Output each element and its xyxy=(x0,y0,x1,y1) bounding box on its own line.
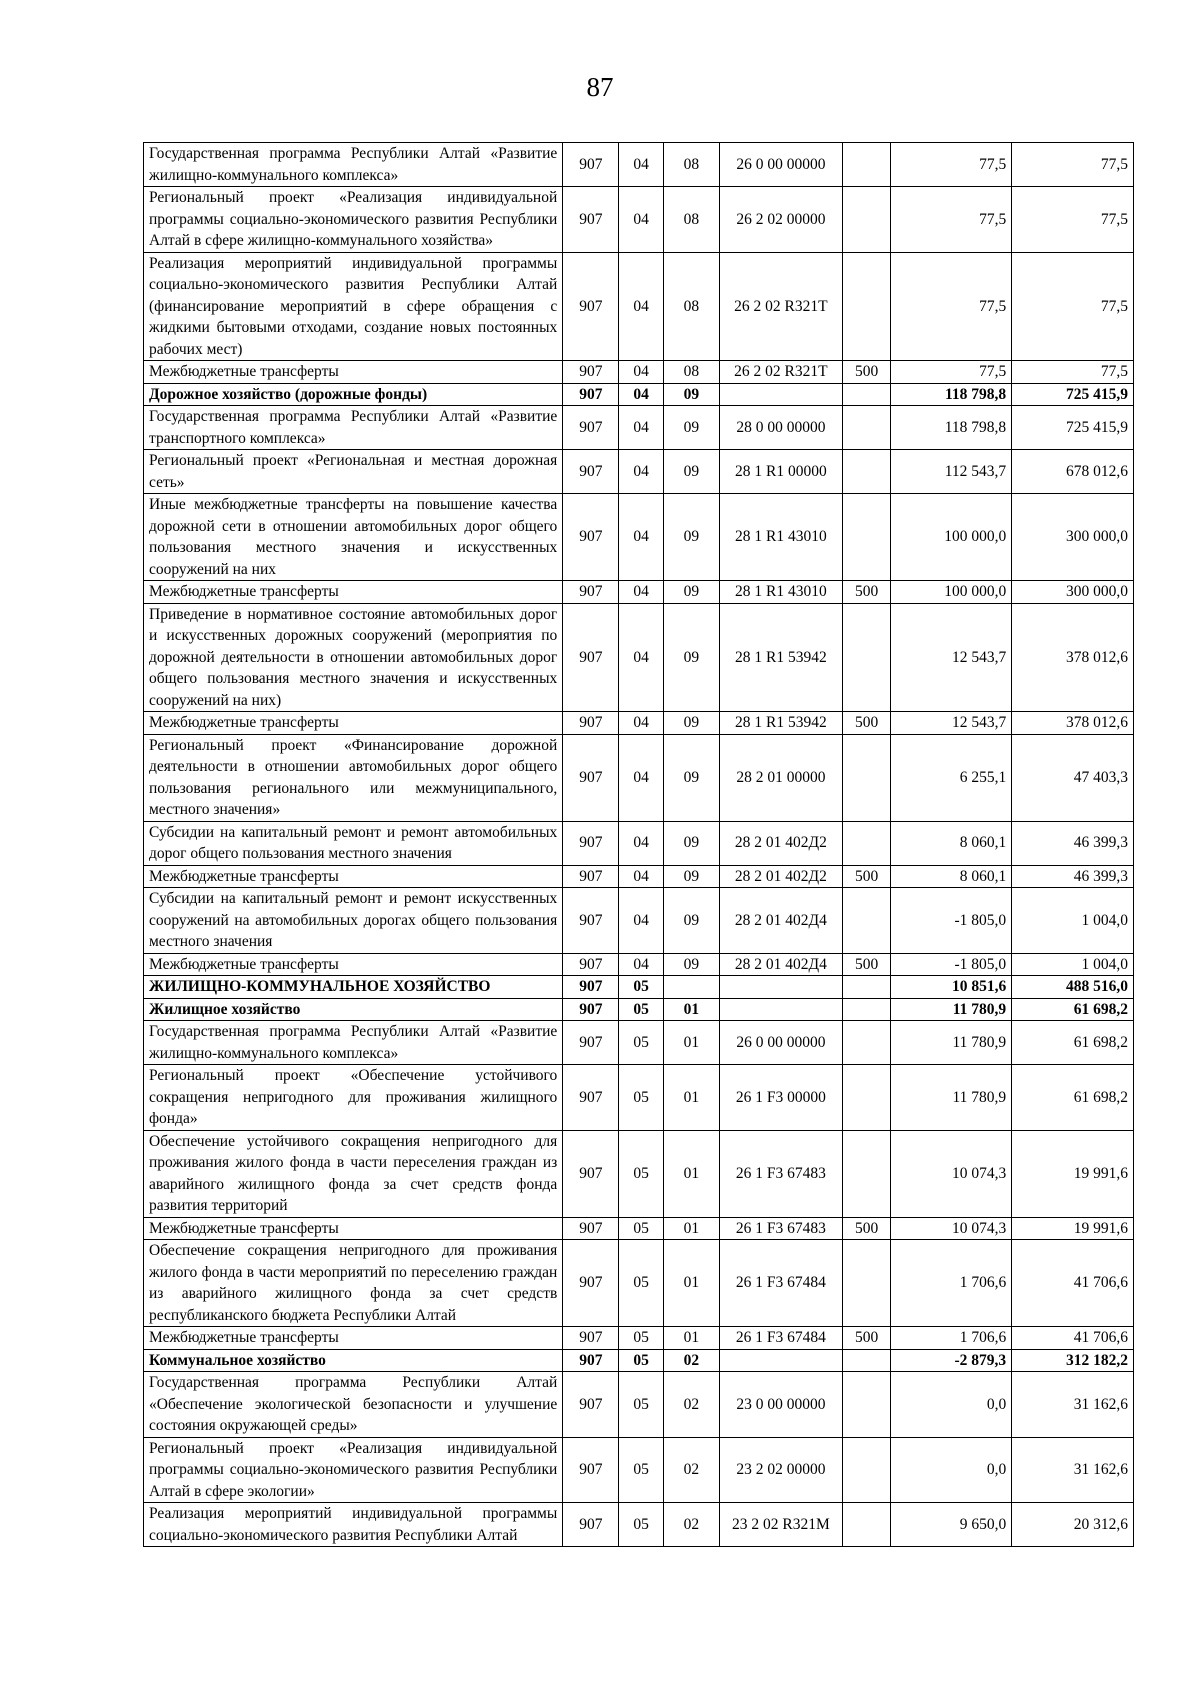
subsection-code: 09 xyxy=(663,494,719,581)
amount-2: 31 162,6 xyxy=(1012,1437,1134,1503)
target-article-code xyxy=(719,998,842,1021)
subsection-code: 02 xyxy=(663,1503,719,1547)
amount-1: 6 255,1 xyxy=(891,734,1012,821)
amount-2: 61 698,2 xyxy=(1012,998,1134,1021)
row-name: Межбюджетные трансферты xyxy=(144,712,563,735)
amount-1: 77,5 xyxy=(891,361,1012,384)
section-code: 05 xyxy=(619,1503,663,1547)
ministry-code: 907 xyxy=(563,1217,619,1240)
amount-1: 77,5 xyxy=(891,143,1012,187)
amount-2: 1 004,0 xyxy=(1012,953,1134,976)
subsection-code xyxy=(663,976,719,999)
subsection-code: 09 xyxy=(663,581,719,604)
section-code: 04 xyxy=(619,734,663,821)
expense-type-code xyxy=(842,603,891,712)
table-row xyxy=(144,712,1134,735)
expense-type-code: 500 xyxy=(842,581,891,604)
ministry-code: 907 xyxy=(563,143,619,187)
table-row xyxy=(144,976,1134,999)
target-article-code: 26 0 00 00000 xyxy=(719,143,842,187)
expense-type-code xyxy=(842,143,891,187)
amount-1: 10 074,3 xyxy=(891,1217,1012,1240)
table-row xyxy=(144,1327,1134,1350)
amount-2: 77,5 xyxy=(1012,361,1134,384)
target-article-code: 26 2 02 R321Т xyxy=(719,361,842,384)
subsection-code: 09 xyxy=(663,821,719,865)
amount-2: 46 399,3 xyxy=(1012,865,1134,888)
amount-2: 300 000,0 xyxy=(1012,581,1134,604)
table-row xyxy=(144,998,1134,1021)
amount-2: 61 698,2 xyxy=(1012,1021,1134,1065)
ministry-code: 907 xyxy=(563,1349,619,1372)
amount-1: 118 798,8 xyxy=(891,383,1012,406)
expense-type-code xyxy=(842,494,891,581)
table-row xyxy=(144,1217,1134,1240)
expense-type-code: 500 xyxy=(842,712,891,735)
row-name: Межбюджетные трансферты xyxy=(144,581,563,604)
ministry-code: 907 xyxy=(563,821,619,865)
table-row xyxy=(144,494,1134,581)
target-article-code: 26 1 F3 67483 xyxy=(719,1130,842,1217)
target-article-code: 28 1 R1 43010 xyxy=(719,581,842,604)
row-name: Государственная программа Республики Алтай «Развитие жилищно-коммунального комплекса» xyxy=(144,1021,563,1065)
subsection-code: 09 xyxy=(663,603,719,712)
section-code: 04 xyxy=(619,494,663,581)
table-row xyxy=(144,1437,1134,1503)
row-name: Государственная программа Республики Алтай «Обеспечение экологической безопасности и улучшение состояния окружающей среды» xyxy=(144,1372,563,1438)
amount-1: -1 805,0 xyxy=(891,953,1012,976)
ministry-code: 907 xyxy=(563,383,619,406)
target-article-code: 26 1 F3 00000 xyxy=(719,1065,842,1131)
amount-1: 10 851,6 xyxy=(891,976,1012,999)
subsection-code: 02 xyxy=(663,1437,719,1503)
expense-type-code xyxy=(842,187,891,253)
row-name: Реализация мероприятий индивидуальной программы социально-экономического развития Республики Алтай xyxy=(144,1503,563,1547)
subsection-code: 08 xyxy=(663,361,719,384)
target-article-code xyxy=(719,976,842,999)
target-article-code: 26 1 F3 67483 xyxy=(719,1217,842,1240)
table-row xyxy=(144,252,1134,361)
row-name: Приведение в нормативное состояние автомобильных дорог и искусственных дорожных сооружений (мероприятия по дорожной деятельности в отношении автомобильных дорог общего пользования местного значения и искусственных сооружений на них) xyxy=(144,603,563,712)
expense-type-code xyxy=(842,1130,891,1217)
expense-type-code: 500 xyxy=(842,1327,891,1350)
section-code: 05 xyxy=(619,1217,663,1240)
amount-1: 118 798,8 xyxy=(891,406,1012,450)
row-name: Государственная программа Республики Алтай «Развитие транспортного комплекса» xyxy=(144,406,563,450)
ministry-code: 907 xyxy=(563,1130,619,1217)
target-article-code: 23 0 00 00000 xyxy=(719,1372,842,1438)
section-code: 04 xyxy=(619,821,663,865)
section-code: 04 xyxy=(619,865,663,888)
section-code: 04 xyxy=(619,581,663,604)
expense-type-code xyxy=(842,383,891,406)
row-name: Жилищное хозяйство xyxy=(144,998,563,1021)
amount-2: 300 000,0 xyxy=(1012,494,1134,581)
table-row xyxy=(144,143,1134,187)
expense-type-code xyxy=(842,1437,891,1503)
expense-type-code xyxy=(842,1065,891,1131)
target-article-code: 26 0 00 00000 xyxy=(719,1021,842,1065)
amount-2: 31 162,6 xyxy=(1012,1372,1134,1438)
ministry-code: 907 xyxy=(563,1021,619,1065)
target-article-code: 23 2 02 R321М xyxy=(719,1503,842,1547)
amount-1: 77,5 xyxy=(891,252,1012,361)
table-row xyxy=(144,603,1134,712)
amount-2: 47 403,3 xyxy=(1012,734,1134,821)
subsection-code: 09 xyxy=(663,450,719,494)
target-article-code: 26 1 F3 67484 xyxy=(719,1327,842,1350)
ministry-code: 907 xyxy=(563,953,619,976)
target-article-code: 28 1 R1 43010 xyxy=(719,494,842,581)
expense-type-code xyxy=(842,821,891,865)
table-row xyxy=(144,1240,1134,1327)
target-article-code: 28 0 00 00000 xyxy=(719,406,842,450)
section-code: 05 xyxy=(619,1065,663,1131)
ministry-code: 907 xyxy=(563,998,619,1021)
expense-type-code xyxy=(842,1240,891,1327)
row-name: Обеспечение сокращения непригодного для проживания жилого фонда в части мероприятий по переселению граждан из аварийного жилищного фонда за счет средств республиканского бюджета Республики Алтай xyxy=(144,1240,563,1327)
row-name: Межбюджетные трансферты xyxy=(144,953,563,976)
row-name: Региональный проект «Реализация индивидуальной программы социально-экономического развития Республики Алтай в сфере жилищно-коммунального хозяйства» xyxy=(144,187,563,253)
amount-2: 41 706,6 xyxy=(1012,1240,1134,1327)
expense-type-code xyxy=(842,888,891,954)
row-name: Региональный проект «Обеспечение устойчивого сокращения непригодного для проживания жилищного фонда» xyxy=(144,1065,563,1131)
ministry-code: 907 xyxy=(563,1437,619,1503)
row-name: Коммунальное хозяйство xyxy=(144,1349,563,1372)
subsection-code: 01 xyxy=(663,1021,719,1065)
amount-2: 19 991,6 xyxy=(1012,1130,1134,1217)
table-row xyxy=(144,1065,1134,1131)
section-code: 05 xyxy=(619,1240,663,1327)
ministry-code: 907 xyxy=(563,252,619,361)
target-article-code: 28 1 R1 00000 xyxy=(719,450,842,494)
row-name: Субсидии на капитальный ремонт и ремонт искусственных сооружений на автомобильных дорогах общего пользования местного значения xyxy=(144,888,563,954)
subsection-code: 01 xyxy=(663,1217,719,1240)
ministry-code: 907 xyxy=(563,187,619,253)
amount-1: 112 543,7 xyxy=(891,450,1012,494)
ministry-code: 907 xyxy=(563,1372,619,1438)
ministry-code: 907 xyxy=(563,406,619,450)
row-name: Межбюджетные трансферты xyxy=(144,1327,563,1350)
table-row xyxy=(144,734,1134,821)
amount-2: 61 698,2 xyxy=(1012,1065,1134,1131)
amount-2: 725 415,9 xyxy=(1012,383,1134,406)
subsection-code: 08 xyxy=(663,143,719,187)
table-row xyxy=(144,821,1134,865)
amount-1: 77,5 xyxy=(891,187,1012,253)
section-code: 04 xyxy=(619,187,663,253)
table-row xyxy=(144,187,1134,253)
expense-type-code xyxy=(842,450,891,494)
expense-type-code: 500 xyxy=(842,953,891,976)
budget-table xyxy=(143,142,1134,1547)
expense-type-code xyxy=(842,252,891,361)
expense-type-code xyxy=(842,1021,891,1065)
subsection-code: 09 xyxy=(663,406,719,450)
subsection-code: 01 xyxy=(663,1130,719,1217)
section-code: 05 xyxy=(619,998,663,1021)
amount-2: 378 012,6 xyxy=(1012,712,1134,735)
amount-2: 488 516,0 xyxy=(1012,976,1134,999)
amount-2: 19 991,6 xyxy=(1012,1217,1134,1240)
amount-1: -2 879,3 xyxy=(891,1349,1012,1372)
table-row xyxy=(144,1130,1134,1217)
amount-2: 77,5 xyxy=(1012,252,1134,361)
row-name: Обеспечение устойчивого сокращения непригодного для проживания жилого фонда в части переселения граждан из аварийного жилищного фонда за счет средств фонда развития территорий xyxy=(144,1130,563,1217)
table-row xyxy=(144,581,1134,604)
amount-1: 12 543,7 xyxy=(891,712,1012,735)
row-name: ЖИЛИЩНО-КОММУНАЛЬНОЕ ХОЗЯЙСТВО xyxy=(144,976,563,999)
ministry-code: 907 xyxy=(563,603,619,712)
expense-type-code: 500 xyxy=(842,361,891,384)
expense-type-code xyxy=(842,734,891,821)
section-code: 04 xyxy=(619,361,663,384)
row-name: Государственная программа Республики Алтай «Развитие жилищно-коммунального комплекса» xyxy=(144,143,563,187)
row-name: Дорожное хозяйство (дорожные фонды) xyxy=(144,383,563,406)
subsection-code: 09 xyxy=(663,712,719,735)
table-row xyxy=(144,1349,1134,1372)
section-code: 04 xyxy=(619,406,663,450)
ministry-code: 907 xyxy=(563,734,619,821)
row-name: Межбюджетные трансферты xyxy=(144,361,563,384)
table-row xyxy=(144,450,1134,494)
ministry-code: 907 xyxy=(563,1065,619,1131)
section-code: 04 xyxy=(619,450,663,494)
amount-1: 9 650,0 xyxy=(891,1503,1012,1547)
target-article-code: 28 1 R1 53942 xyxy=(719,603,842,712)
table-row xyxy=(144,406,1134,450)
amount-2: 312 182,2 xyxy=(1012,1349,1134,1372)
section-code: 04 xyxy=(619,888,663,954)
amount-1: 0,0 xyxy=(891,1372,1012,1438)
subsection-code: 09 xyxy=(663,383,719,406)
row-name: Региональный проект «Финансирование дорожной деятельности в отношении автомобильных дорог общего пользования регионального или межмуниципального, местного значения» xyxy=(144,734,563,821)
subsection-code: 01 xyxy=(663,998,719,1021)
target-article-code: 28 2 01 402Д4 xyxy=(719,888,842,954)
row-name: Региональный проект «Реализация индивидуальной программы социально-экономического развития Республики Алтай в сфере экологии» xyxy=(144,1437,563,1503)
ministry-code: 907 xyxy=(563,865,619,888)
target-article-code: 28 1 R1 53942 xyxy=(719,712,842,735)
target-article-code: 26 2 02 00000 xyxy=(719,187,842,253)
table-row xyxy=(144,1503,1134,1547)
ministry-code: 907 xyxy=(563,712,619,735)
expense-type-code xyxy=(842,998,891,1021)
subsection-code: 01 xyxy=(663,1065,719,1131)
amount-2: 77,5 xyxy=(1012,187,1134,253)
target-article-code: 28 2 01 402Д2 xyxy=(719,865,842,888)
section-code: 05 xyxy=(619,1437,663,1503)
table-row xyxy=(144,1021,1134,1065)
subsection-code: 02 xyxy=(663,1372,719,1438)
page-number: 87 xyxy=(586,72,614,102)
ministry-code: 907 xyxy=(563,581,619,604)
subsection-code: 08 xyxy=(663,187,719,253)
amount-1: 12 543,7 xyxy=(891,603,1012,712)
expense-type-code: 500 xyxy=(842,1217,891,1240)
target-article-code: 28 2 01 402Д4 xyxy=(719,953,842,976)
ministry-code: 907 xyxy=(563,494,619,581)
target-article-code xyxy=(719,383,842,406)
ministry-code: 907 xyxy=(563,450,619,494)
table-row xyxy=(144,1372,1134,1438)
amount-2: 678 012,6 xyxy=(1012,450,1134,494)
target-article-code xyxy=(719,1349,842,1372)
subsection-code: 01 xyxy=(663,1327,719,1350)
amount-1: 11 780,9 xyxy=(891,1065,1012,1131)
ministry-code: 907 xyxy=(563,1503,619,1547)
ministry-code: 907 xyxy=(563,1240,619,1327)
row-name: Субсидии на капитальный ремонт и ремонт автомобильных дорог общего пользования местного значения xyxy=(144,821,563,865)
row-name: Региональный проект «Региональная и местная дорожная сеть» xyxy=(144,450,563,494)
ministry-code: 907 xyxy=(563,888,619,954)
subsection-code: 09 xyxy=(663,953,719,976)
target-article-code: 28 2 01 00000 xyxy=(719,734,842,821)
section-code: 04 xyxy=(619,383,663,406)
section-code: 04 xyxy=(619,603,663,712)
section-code: 04 xyxy=(619,143,663,187)
section-code: 05 xyxy=(619,1327,663,1350)
ministry-code: 907 xyxy=(563,1327,619,1350)
target-article-code: 28 2 01 402Д2 xyxy=(719,821,842,865)
row-name: Межбюджетные трансферты xyxy=(144,865,563,888)
subsection-code: 09 xyxy=(663,865,719,888)
table-row xyxy=(144,888,1134,954)
table-row xyxy=(144,383,1134,406)
expense-type-code xyxy=(842,976,891,999)
amount-1: 1 706,6 xyxy=(891,1327,1012,1350)
target-article-code: 23 2 02 00000 xyxy=(719,1437,842,1503)
row-name: Реализация мероприятий индивидуальной программы социально-экономического развития Республики Алтай (финансирование мероприятий в сфере обращения с жидкими бытовыми отходами, создание новых постоянных рабочих мест) xyxy=(144,252,563,361)
amount-2: 77,5 xyxy=(1012,143,1134,187)
amount-2: 1 004,0 xyxy=(1012,888,1134,954)
expense-type-code xyxy=(842,1503,891,1547)
section-code: 04 xyxy=(619,712,663,735)
subsection-code: 09 xyxy=(663,888,719,954)
expense-type-code xyxy=(842,1349,891,1372)
amount-1: 100 000,0 xyxy=(891,494,1012,581)
amount-1: 100 000,0 xyxy=(891,581,1012,604)
amount-2: 41 706,6 xyxy=(1012,1327,1134,1350)
section-code: 05 xyxy=(619,1349,663,1372)
section-code: 04 xyxy=(619,953,663,976)
target-article-code: 26 1 F3 67484 xyxy=(719,1240,842,1327)
subsection-code: 09 xyxy=(663,734,719,821)
row-name: Межбюджетные трансферты xyxy=(144,1217,563,1240)
section-code: 04 xyxy=(619,252,663,361)
amount-1: 8 060,1 xyxy=(891,865,1012,888)
section-code: 05 xyxy=(619,976,663,999)
amount-2: 20 312,6 xyxy=(1012,1503,1134,1547)
row-name: Иные межбюджетные трансферты на повышение качества дорожной сети в отношении автомобильных дорог общего пользования местного значения и искусственных сооружений на них xyxy=(144,494,563,581)
target-article-code: 26 2 02 R321Т xyxy=(719,252,842,361)
amount-1: 8 060,1 xyxy=(891,821,1012,865)
table-row xyxy=(144,361,1134,384)
ministry-code: 907 xyxy=(563,976,619,999)
expense-type-code xyxy=(842,1372,891,1438)
expense-type-code: 500 xyxy=(842,865,891,888)
amount-2: 725 415,9 xyxy=(1012,406,1134,450)
subsection-code: 01 xyxy=(663,1240,719,1327)
amount-1: 0,0 xyxy=(891,1437,1012,1503)
subsection-code: 02 xyxy=(663,1349,719,1372)
table-row xyxy=(144,953,1134,976)
amount-1: 11 780,9 xyxy=(891,998,1012,1021)
subsection-code: 08 xyxy=(663,252,719,361)
amount-2: 378 012,6 xyxy=(1012,603,1134,712)
section-code: 05 xyxy=(619,1130,663,1217)
amount-1: -1 805,0 xyxy=(891,888,1012,954)
ministry-code: 907 xyxy=(563,361,619,384)
amount-2: 46 399,3 xyxy=(1012,821,1134,865)
amount-1: 11 780,9 xyxy=(891,1021,1012,1065)
amount-1: 10 074,3 xyxy=(891,1130,1012,1217)
amount-1: 1 706,6 xyxy=(891,1240,1012,1327)
section-code: 05 xyxy=(619,1372,663,1438)
section-code: 05 xyxy=(619,1021,663,1065)
expense-type-code xyxy=(842,406,891,450)
table-row xyxy=(144,865,1134,888)
